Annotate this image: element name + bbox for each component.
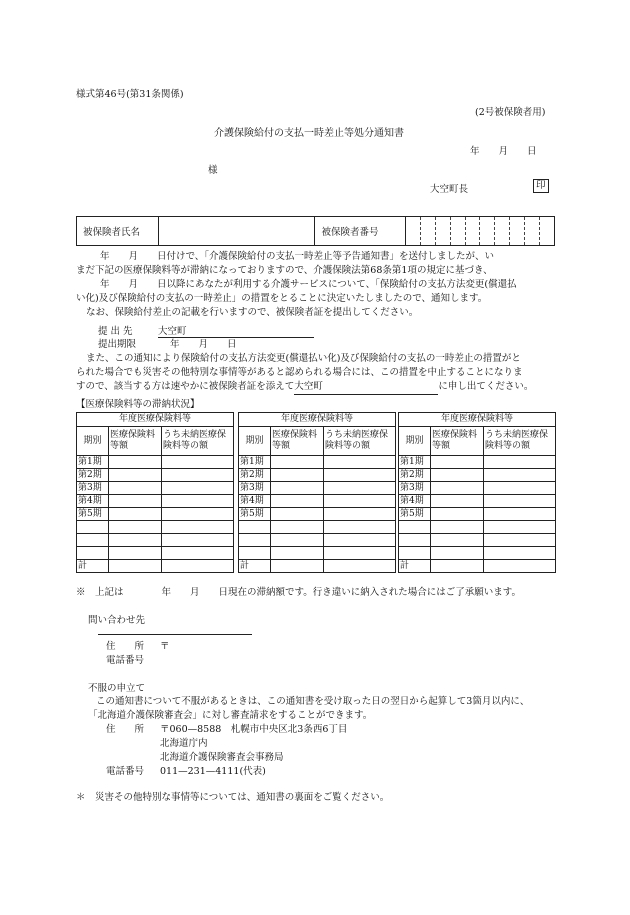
arrears-period: 第4期 bbox=[77, 495, 109, 508]
arrears-year-header: 年度医療保険料等 bbox=[399, 413, 556, 427]
arrears-unpaid-cell[interactable] bbox=[323, 508, 395, 521]
arrears-unpaid-cell[interactable] bbox=[323, 534, 395, 547]
arrears-amount-cell[interactable] bbox=[271, 495, 324, 508]
arrears-row bbox=[239, 482, 396, 495]
arrears-period bbox=[239, 534, 271, 547]
submission-deadline-value: 年 月 日 bbox=[170, 339, 237, 350]
insured-number-digit[interactable] bbox=[465, 217, 480, 246]
inquiry-phone-label: 電話番号 bbox=[106, 655, 145, 666]
seal-mark: 印 bbox=[533, 179, 549, 193]
arrears-unpaid-cell[interactable] bbox=[161, 508, 233, 521]
arrears-row bbox=[77, 482, 234, 495]
arrears-unpaid-cell[interactable] bbox=[161, 495, 233, 508]
arrears-row bbox=[77, 456, 234, 469]
appeal-phone-label: 電話番号 bbox=[106, 766, 145, 777]
arrears-col-period: 期別 bbox=[77, 427, 109, 456]
arrears-row bbox=[399, 508, 556, 521]
arrears-period bbox=[77, 547, 109, 560]
arrears-amount-cell[interactable] bbox=[271, 469, 324, 482]
arrears-period bbox=[399, 547, 431, 560]
arrears-amount-cell[interactable] bbox=[431, 456, 484, 469]
arrears-row bbox=[77, 547, 234, 560]
arrears-unpaid-cell[interactable] bbox=[161, 482, 233, 495]
arrears-row bbox=[77, 508, 234, 521]
arrears-total-row bbox=[77, 560, 234, 573]
inquiry-heading: 問い合わせ先 bbox=[88, 615, 146, 626]
arrears-period bbox=[399, 521, 431, 534]
arrears-period: 第5期 bbox=[77, 508, 109, 521]
inquiry-address-label: 住 所 bbox=[106, 641, 145, 652]
arrears-period bbox=[239, 521, 271, 534]
arrears-row bbox=[77, 534, 234, 547]
arrears-unpaid-cell[interactable] bbox=[161, 521, 233, 534]
arrears-period: 第1期 bbox=[239, 456, 271, 469]
arrears-unpaid-cell[interactable] bbox=[323, 495, 395, 508]
document-title: 介護保険給付の支払一時差止等処分通知書 bbox=[214, 128, 404, 139]
arrears-amount-cell[interactable] bbox=[271, 534, 324, 547]
insured-number-digit[interactable] bbox=[435, 217, 450, 246]
insured-number-digit[interactable] bbox=[420, 217, 435, 246]
arrears-col-unpaid: うち未納医療保険料等の額 bbox=[323, 427, 395, 456]
arrears-unpaid-cell[interactable] bbox=[323, 482, 395, 495]
arrears-unpaid-cell[interactable] bbox=[483, 508, 555, 521]
insured-number-digit[interactable] bbox=[405, 217, 420, 246]
insured-name-label: 被保険者氏名 bbox=[77, 217, 159, 246]
arrears-unpaid-cell[interactable] bbox=[483, 456, 555, 469]
arrears-period bbox=[239, 547, 271, 560]
arrears-table bbox=[398, 412, 556, 573]
arrears-unpaid-cell[interactable] bbox=[323, 469, 395, 482]
arrears-amount-cell[interactable] bbox=[109, 534, 162, 547]
arrears-amount-cell[interactable] bbox=[431, 547, 484, 560]
arrears-col-period: 期別 bbox=[399, 427, 431, 456]
arrears-unpaid-cell[interactable] bbox=[483, 547, 555, 560]
arrears-period: 第1期 bbox=[399, 456, 431, 469]
arrears-row bbox=[399, 495, 556, 508]
arrears-amount-cell[interactable] bbox=[271, 482, 324, 495]
arrears-period: 第4期 bbox=[399, 495, 431, 508]
arrears-row bbox=[77, 521, 234, 534]
arrears-period: 第3期 bbox=[77, 482, 109, 495]
arrears-row bbox=[239, 521, 396, 534]
arrears-row bbox=[399, 534, 556, 547]
arrears-col-period: 期別 bbox=[239, 427, 271, 456]
insured-number-digit[interactable] bbox=[525, 217, 540, 246]
notice-line3-a: すので、該当する方は速やかに被保険者証を添えて bbox=[76, 381, 295, 392]
notice-office: 大空町 bbox=[294, 380, 438, 395]
arrears-amount-cell[interactable] bbox=[271, 521, 324, 534]
arrears-row bbox=[239, 508, 396, 521]
arrears-amount-cell[interactable] bbox=[109, 495, 162, 508]
body-p1-line2: まだ下記の医療保険料等が滞納になっておりますので、介護保険法第68条第1項の規定に基づき、 bbox=[76, 265, 493, 276]
arrears-amount-cell[interactable] bbox=[271, 547, 324, 560]
appeal-address2: 北海道庁内 bbox=[160, 738, 208, 749]
arrears-period bbox=[77, 534, 109, 547]
arrears-period: 第4期 bbox=[239, 495, 271, 508]
arrears-amount-cell[interactable] bbox=[431, 495, 484, 508]
arrears-total-amount[interactable] bbox=[431, 560, 484, 573]
arrears-period: 第3期 bbox=[399, 482, 431, 495]
arrears-amount-cell[interactable] bbox=[271, 456, 324, 469]
arrears-col-amount: 医療保険料等額 bbox=[271, 427, 324, 456]
arrears-row bbox=[239, 469, 396, 482]
arrears-unpaid-cell[interactable] bbox=[323, 547, 395, 560]
issuer-name: 大空町長 bbox=[430, 184, 469, 195]
arrears-amount-cell[interactable] bbox=[109, 482, 162, 495]
footnote: ※ 上記は 年 月 日現在の滞納額です。行き違いに納入された場合にはご了承願います。 bbox=[76, 587, 521, 598]
arrears-amount-cell[interactable] bbox=[431, 482, 484, 495]
arrears-row bbox=[77, 495, 234, 508]
arrears-unpaid-cell[interactable] bbox=[161, 469, 233, 482]
notice-line3 bbox=[76, 380, 533, 395]
arrears-unpaid-cell[interactable] bbox=[483, 495, 555, 508]
insured-number-digit[interactable] bbox=[539, 217, 554, 246]
insured-number-digit[interactable] bbox=[495, 217, 510, 246]
notice-line2: られた場合でも災害その他特別な事情等があると認められる場合には、この措置を中止することになりま bbox=[76, 367, 523, 378]
arrears-row bbox=[239, 495, 396, 508]
arrears-col-unpaid: うち未納医療保険料等の額 bbox=[161, 427, 233, 456]
appeal-address3: 北海道介護保険審査会事務局 bbox=[160, 752, 284, 763]
arrears-total-unpaid[interactable] bbox=[323, 560, 395, 573]
inquiry-name-line bbox=[98, 626, 252, 635]
arrears-table bbox=[76, 412, 234, 573]
arrears-unpaid-cell[interactable] bbox=[161, 456, 233, 469]
body-p1-line1: 年 月 日付けで、「介護保険給付の支払一時差止等予告通知書」を送付しましたが、い bbox=[100, 251, 495, 262]
arrears-unpaid-cell[interactable] bbox=[483, 534, 555, 547]
arrears-amount-cell[interactable] bbox=[109, 547, 162, 560]
arrears-amount-cell[interactable] bbox=[109, 508, 162, 521]
arrears-row bbox=[239, 534, 396, 547]
arrears-row bbox=[77, 469, 234, 482]
arrears-period: 第2期 bbox=[239, 469, 271, 482]
arrears-total-label: 計 bbox=[399, 560, 431, 573]
arrears-unpaid-cell[interactable] bbox=[323, 521, 395, 534]
arrears-period: 第2期 bbox=[77, 469, 109, 482]
submission-deadline-label: 提出期限 bbox=[98, 339, 137, 350]
arrears-row bbox=[239, 456, 396, 469]
issue-date: 年 月 日 bbox=[470, 146, 537, 157]
final-note: ＊ 災害その他特別な事情等については、通知書の裏面をご覧ください。 bbox=[76, 792, 390, 803]
insured-number-digit[interactable] bbox=[510, 217, 525, 246]
arrears-year-header: 年度医療保険料等 bbox=[77, 413, 234, 427]
arrears-total-unpaid[interactable] bbox=[483, 560, 555, 573]
arrears-period bbox=[399, 534, 431, 547]
form-type: (2号被保険者用) bbox=[475, 107, 546, 118]
arrears-row bbox=[399, 521, 556, 534]
arrears-col-amount: 医療保険料等額 bbox=[431, 427, 484, 456]
arrears-total-unpaid[interactable] bbox=[161, 560, 233, 573]
arrears-row bbox=[239, 547, 396, 560]
arrears-period: 第3期 bbox=[239, 482, 271, 495]
insured-number-digit[interactable] bbox=[450, 217, 465, 246]
arrears-total-amount[interactable] bbox=[271, 560, 324, 573]
arrears-period: 第1期 bbox=[77, 456, 109, 469]
arrears-amount-cell[interactable] bbox=[431, 521, 484, 534]
arrears-unpaid-cell[interactable] bbox=[483, 469, 555, 482]
inquiry-postal-mark: 〒 bbox=[160, 641, 170, 652]
insured-number-digit[interactable] bbox=[480, 217, 495, 246]
arrears-col-unpaid: うち未納医療保険料等の額 bbox=[483, 427, 555, 456]
appeal-address1: 〒060—8588 札幌市中央区北3条西6丁目 bbox=[160, 724, 348, 735]
arrears-row bbox=[399, 456, 556, 469]
arrears-row bbox=[399, 547, 556, 560]
arrears-row bbox=[399, 482, 556, 495]
arrears-period: 第2期 bbox=[399, 469, 431, 482]
arrears-year-header: 年度医療保険料等 bbox=[239, 413, 396, 427]
arrears-amount-cell[interactable] bbox=[109, 521, 162, 534]
body-p3: なお、保険給付差止の記載を行いますので、被保険者証を提出してください。 bbox=[86, 307, 419, 318]
arrears-row bbox=[399, 469, 556, 482]
arrears-period: 第5期 bbox=[239, 508, 271, 521]
submission-dest-value: 大空町 bbox=[158, 323, 314, 338]
notice-line3-c: に申し出てください。 bbox=[438, 381, 534, 392]
insured-info-table bbox=[76, 216, 555, 246]
arrears-col-amount: 医療保険料等額 bbox=[109, 427, 162, 456]
insured-name-value[interactable] bbox=[158, 217, 314, 246]
arrears-period: 第5期 bbox=[399, 508, 431, 521]
arrears-amount-cell[interactable] bbox=[109, 469, 162, 482]
arrears-unpaid-cell[interactable] bbox=[483, 482, 555, 495]
appeal-phone: 011—231—4111(代表) bbox=[160, 766, 266, 777]
section-heading: 【医療保険料等の滞納状況】 bbox=[76, 399, 200, 410]
insured-number-label: 被保険者番号 bbox=[315, 217, 405, 246]
body-p2-line2: い化)及び保険給付の支払の一時差止」の措置をとることに決定いたしましたので、通知します。 bbox=[76, 293, 488, 304]
submission-dest-label: 提 出 先 bbox=[98, 326, 133, 337]
appeal-address-label: 住 所 bbox=[106, 724, 145, 735]
appeal-line2: 「北海道介護保険審査会」に対し審査請求をすることができます。 bbox=[88, 710, 373, 721]
appeal-heading: 不服の申立て bbox=[88, 683, 146, 694]
arrears-total-row bbox=[399, 560, 556, 573]
arrears-unpaid-cell[interactable] bbox=[483, 521, 555, 534]
arrears-unpaid-cell[interactable] bbox=[323, 456, 395, 469]
arrears-table bbox=[238, 412, 396, 573]
arrears-amount-cell[interactable] bbox=[431, 469, 484, 482]
arrears-amount-cell[interactable] bbox=[431, 508, 484, 521]
appeal-line1: この通知書について不服があるときは、この通知書を受け取った日の翌日から起算して3箇月以内に、 bbox=[96, 696, 530, 707]
arrears-period bbox=[77, 521, 109, 534]
arrears-total-row bbox=[239, 560, 396, 573]
arrears-amount-cell[interactable] bbox=[431, 534, 484, 547]
arrears-unpaid-cell[interactable] bbox=[161, 547, 233, 560]
arrears-total-label: 計 bbox=[77, 560, 109, 573]
addressee-suffix: 様 bbox=[208, 165, 218, 176]
arrears-total-amount[interactable] bbox=[109, 560, 162, 573]
form-number: 様式第46号(第31条関係) bbox=[76, 89, 184, 100]
arrears-amount-cell[interactable] bbox=[109, 456, 162, 469]
arrears-total-label: 計 bbox=[239, 560, 271, 573]
body-p2-line1: 年 月 日以降にあなたが利用する介護サービスについて、「保険給付の支払方法変更(償還払 bbox=[100, 279, 517, 290]
notice-line1: また、この通知により保険給付の支払方法変更(償還払い化)及び保険給付の支払の一時差止の措置がと bbox=[86, 353, 521, 364]
arrears-amount-cell[interactable] bbox=[271, 508, 324, 521]
arrears-unpaid-cell[interactable] bbox=[161, 534, 233, 547]
